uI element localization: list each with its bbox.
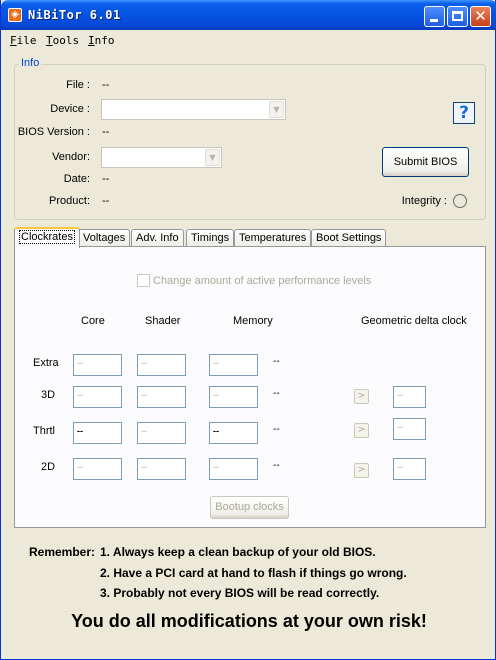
device-select[interactable]: [101, 99, 286, 120]
file-label: File :: [66, 79, 90, 91]
chevron-down-icon[interactable]: ▼: [269, 101, 284, 118]
menu-info[interactable]: Info: [88, 34, 115, 47]
row-label-extra: Extra: [33, 357, 59, 369]
chevron-down-icon[interactable]: ▼: [205, 149, 220, 166]
vendor-label: Vendor:: [52, 151, 90, 163]
maximize-button[interactable]: [447, 6, 468, 27]
submit-bios-button[interactable]: Submit BIOS: [382, 147, 469, 177]
menu-tools[interactable]: Tools: [46, 34, 80, 47]
geometric-input-2d[interactable]: --: [393, 458, 426, 480]
tab-adv-info[interactable]: Adv. Info: [131, 229, 184, 247]
tab-clockrates[interactable]: [14, 227, 80, 248]
core-input-3d[interactable]: --: [73, 386, 122, 408]
remember-item-1: 1. Always keep a clean backup of your old BIOS.: [100, 545, 376, 559]
tab-timings[interactable]: Timings: [186, 229, 234, 247]
risk-warning: You do all modifications at your own risk!: [71, 611, 427, 631]
shader-input-3d[interactable]: --: [137, 386, 186, 408]
date-value: --: [102, 173, 110, 185]
info-group-legend: Info: [21, 57, 40, 69]
extra-suffix: --: [273, 356, 280, 367]
chevron-right-icon[interactable]: >: [354, 423, 369, 438]
core-input-thrtl[interactable]: --: [73, 422, 122, 444]
row-label-thrtl: Thrtl: [33, 425, 55, 437]
thrtl-suffix: --: [273, 424, 280, 435]
core-column-header: Core: [81, 315, 105, 327]
geometric-input-3d[interactable]: --: [393, 386, 426, 408]
integrity-label: Integrity :: [401, 195, 447, 207]
tab-clockrates-label: Clockrates: [21, 231, 73, 243]
title-bar[interactable]: [1, 0, 496, 30]
remember-item-2: 2. Have a PCI card at hand to flash if things go wrong.: [100, 566, 407, 580]
menu-file[interactable]: File: [10, 34, 37, 47]
menu-bar: [1, 30, 495, 50]
chevron-right-icon[interactable]: >: [354, 463, 369, 478]
shader-column-header: Shader: [145, 315, 181, 327]
vendor-select[interactable]: [101, 147, 222, 168]
tab-voltages[interactable]: Voltages: [78, 229, 130, 247]
product-value: --: [102, 195, 110, 207]
core-input-2d[interactable]: --: [73, 458, 122, 480]
bios-version-label: BIOS Version :: [17, 126, 90, 138]
maximize-icon: [452, 11, 463, 21]
close-icon: ✕: [474, 7, 487, 25]
memory-input-3d[interactable]: --: [209, 386, 258, 408]
memory-input-extra[interactable]: --: [209, 354, 258, 376]
memory-input-thrtl[interactable]: --: [209, 422, 258, 444]
chip-icon[interactable]: ◈: [8, 8, 22, 22]
memory-input-2d[interactable]: --: [209, 458, 258, 480]
bootup-clocks-button[interactable]: Bootup clocks: [210, 496, 289, 519]
minimize-icon: [430, 19, 438, 22]
date-label: Date:: [63, 173, 90, 185]
remember-label: Remember:: [29, 545, 96, 559]
row-label-3d: 3D: [41, 389, 56, 401]
perf-levels-label: Change amount of active performance levels: [153, 275, 372, 287]
device-label: Device :: [50, 103, 90, 115]
help-icon[interactable]: ?: [453, 102, 475, 124]
tab-temperatures[interactable]: Temperatures: [234, 229, 311, 247]
core-input-extra[interactable]: --: [73, 354, 122, 376]
minimize-button[interactable]: [424, 6, 445, 27]
shader-input-extra[interactable]: --: [137, 354, 186, 376]
integrity-indicator: [453, 194, 467, 208]
product-label: Product:: [49, 195, 90, 207]
chevron-right-icon[interactable]: >: [354, 389, 369, 404]
tab-boot-settings[interactable]: Boot Settings: [311, 229, 386, 247]
3d-suffix: --: [273, 388, 280, 399]
shader-input-2d[interactable]: --: [137, 458, 186, 480]
perf-levels-checkbox[interactable]: [137, 274, 150, 287]
file-value: --: [102, 79, 110, 91]
remember-item-3: 3. Probably not every BIOS will be read correctly.: [100, 586, 380, 600]
geometric-input-thrtl[interactable]: --: [393, 418, 426, 440]
row-label-2d: 2D: [41, 461, 56, 473]
geometric-column-header: Geometric delta clock: [361, 315, 467, 327]
shader-input-thrtl[interactable]: --: [137, 422, 186, 444]
window-title: NiBiTor 6.01: [28, 8, 121, 22]
memory-column-header: Memory: [233, 315, 273, 327]
close-button[interactable]: [470, 6, 491, 27]
bios-version-value: --: [102, 126, 110, 138]
2d-suffix: --: [273, 460, 280, 471]
